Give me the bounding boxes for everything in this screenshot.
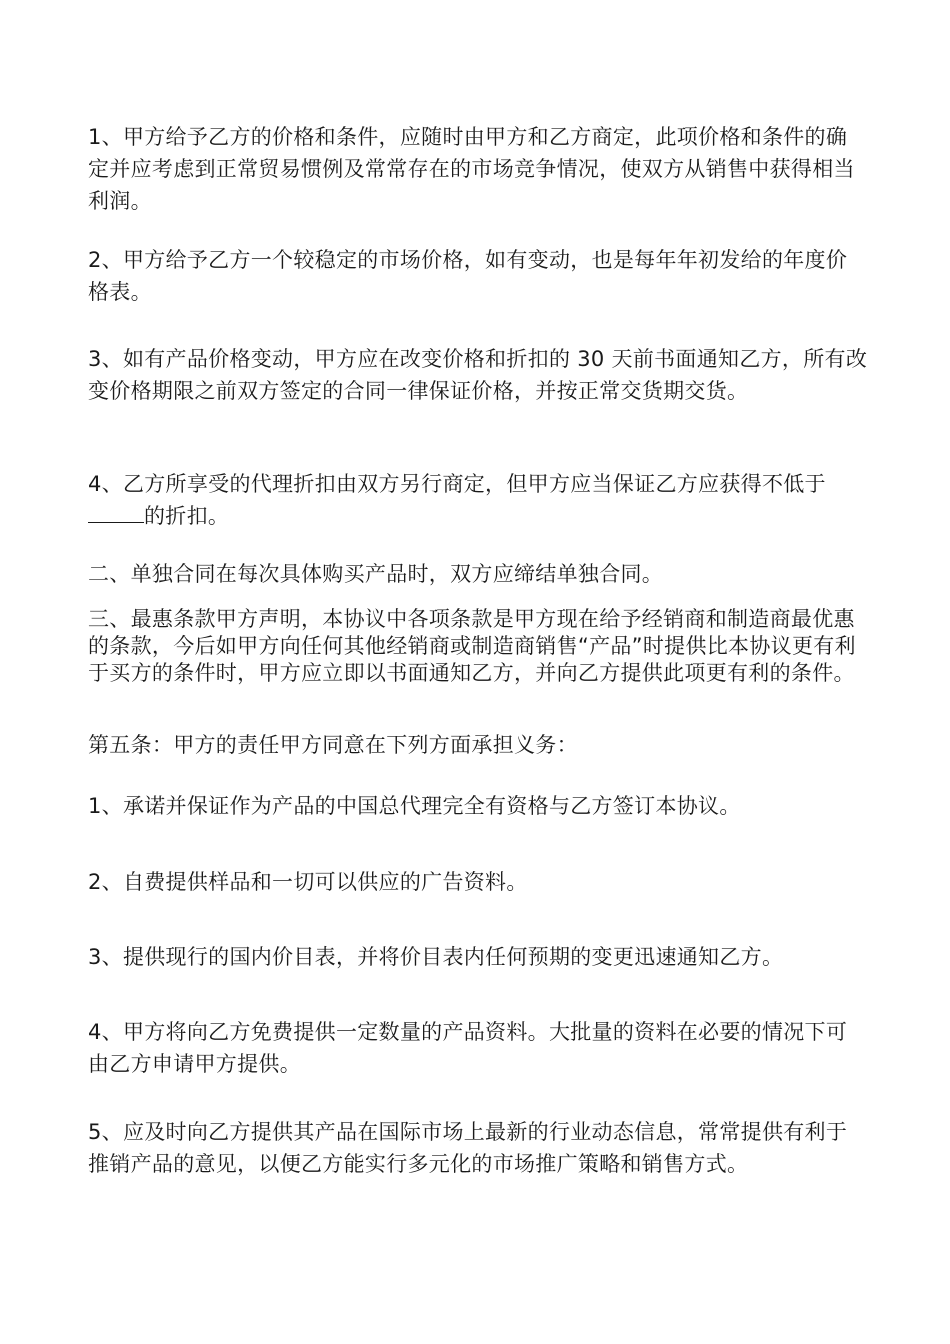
clause-price-conditions [88, 121, 868, 217]
clause-text: 2、自费提供样品和一切可以供应的广告资料。 [88, 870, 528, 894]
clause-text-after-blank: 的折扣。 [144, 504, 230, 528]
duty-qualification [88, 790, 868, 822]
clause-text: 4、甲方将向乙方免费提供一定数量的产品资料。大批量的资料在必要的情况下可由乙方申请甲方提供。 [88, 1020, 848, 1076]
duty-market-info [88, 1116, 868, 1180]
duty-price-list [88, 941, 868, 973]
clause-stable-price [88, 244, 868, 308]
blank-fill-line [88, 502, 144, 523]
article-five-heading [88, 732, 868, 759]
clause-text: 2、甲方给予乙方一个较稳定的市场价格，如有变动，也是每年年初发给的年度价格表。 [88, 248, 848, 304]
clause-text: 第五条：甲方的责任甲方同意在下列方面承担义务： [88, 733, 578, 757]
duty-samples [88, 866, 868, 898]
clause-text-before-blank: 4、乙方所享受的代理折扣由双方另行商定，但甲方应当保证乙方应获得不低于 [88, 472, 826, 496]
clause-text: 3、提供现行的国内价目表，并将价目表内任何预期的变更迅速通知乙方。 [88, 945, 784, 969]
clause-text: 1、承诺并保证作为产品的中国总代理完全有资格与乙方签订本协议。 [88, 794, 741, 818]
clause-agency-discount [88, 468, 868, 532]
clause-text: 3、如有产品价格变动，甲方应在改变价格和折扣的 30 天前书面通知乙方，所有改变价格期限之前双方签定的合同一律保证价格，并按正常交货期交货。 [88, 347, 868, 403]
clause-text: 三、最惠条款甲方声明，本协议中各项条款是甲方现在给予经销商和制造商最优惠的条款，今后如甲方向任何其他经销商或制造商销售“产品”时提供比本协议更有利于买方的条件时，甲方应立即以书面通知乙方，并向乙方提供此项更有利的条件。 [88, 607, 856, 685]
clause-text: 5、应及时向乙方提供其产品在国际市场上最新的行业动态信息，常常提供有利于推销产品的意见，以便乙方能实行多元化的市场推广策略和销售方式。 [88, 1120, 848, 1176]
clause-separate-contract [88, 561, 868, 588]
clause-most-favored [88, 606, 868, 687]
clause-text: 二、单独合同在每次具体购买产品时，双方应缔结单独合同。 [88, 562, 664, 586]
clause-text: 1、甲方给予乙方的价格和条件，应随时由甲方和乙方商定，此项价格和条件的确定并应考虑到正常贸易惯例及常常存在的市场竞争情况，使双方从销售中获得相当利润。 [88, 125, 855, 213]
duty-product-materials [88, 1016, 868, 1080]
clause-price-change-notice [88, 343, 868, 407]
